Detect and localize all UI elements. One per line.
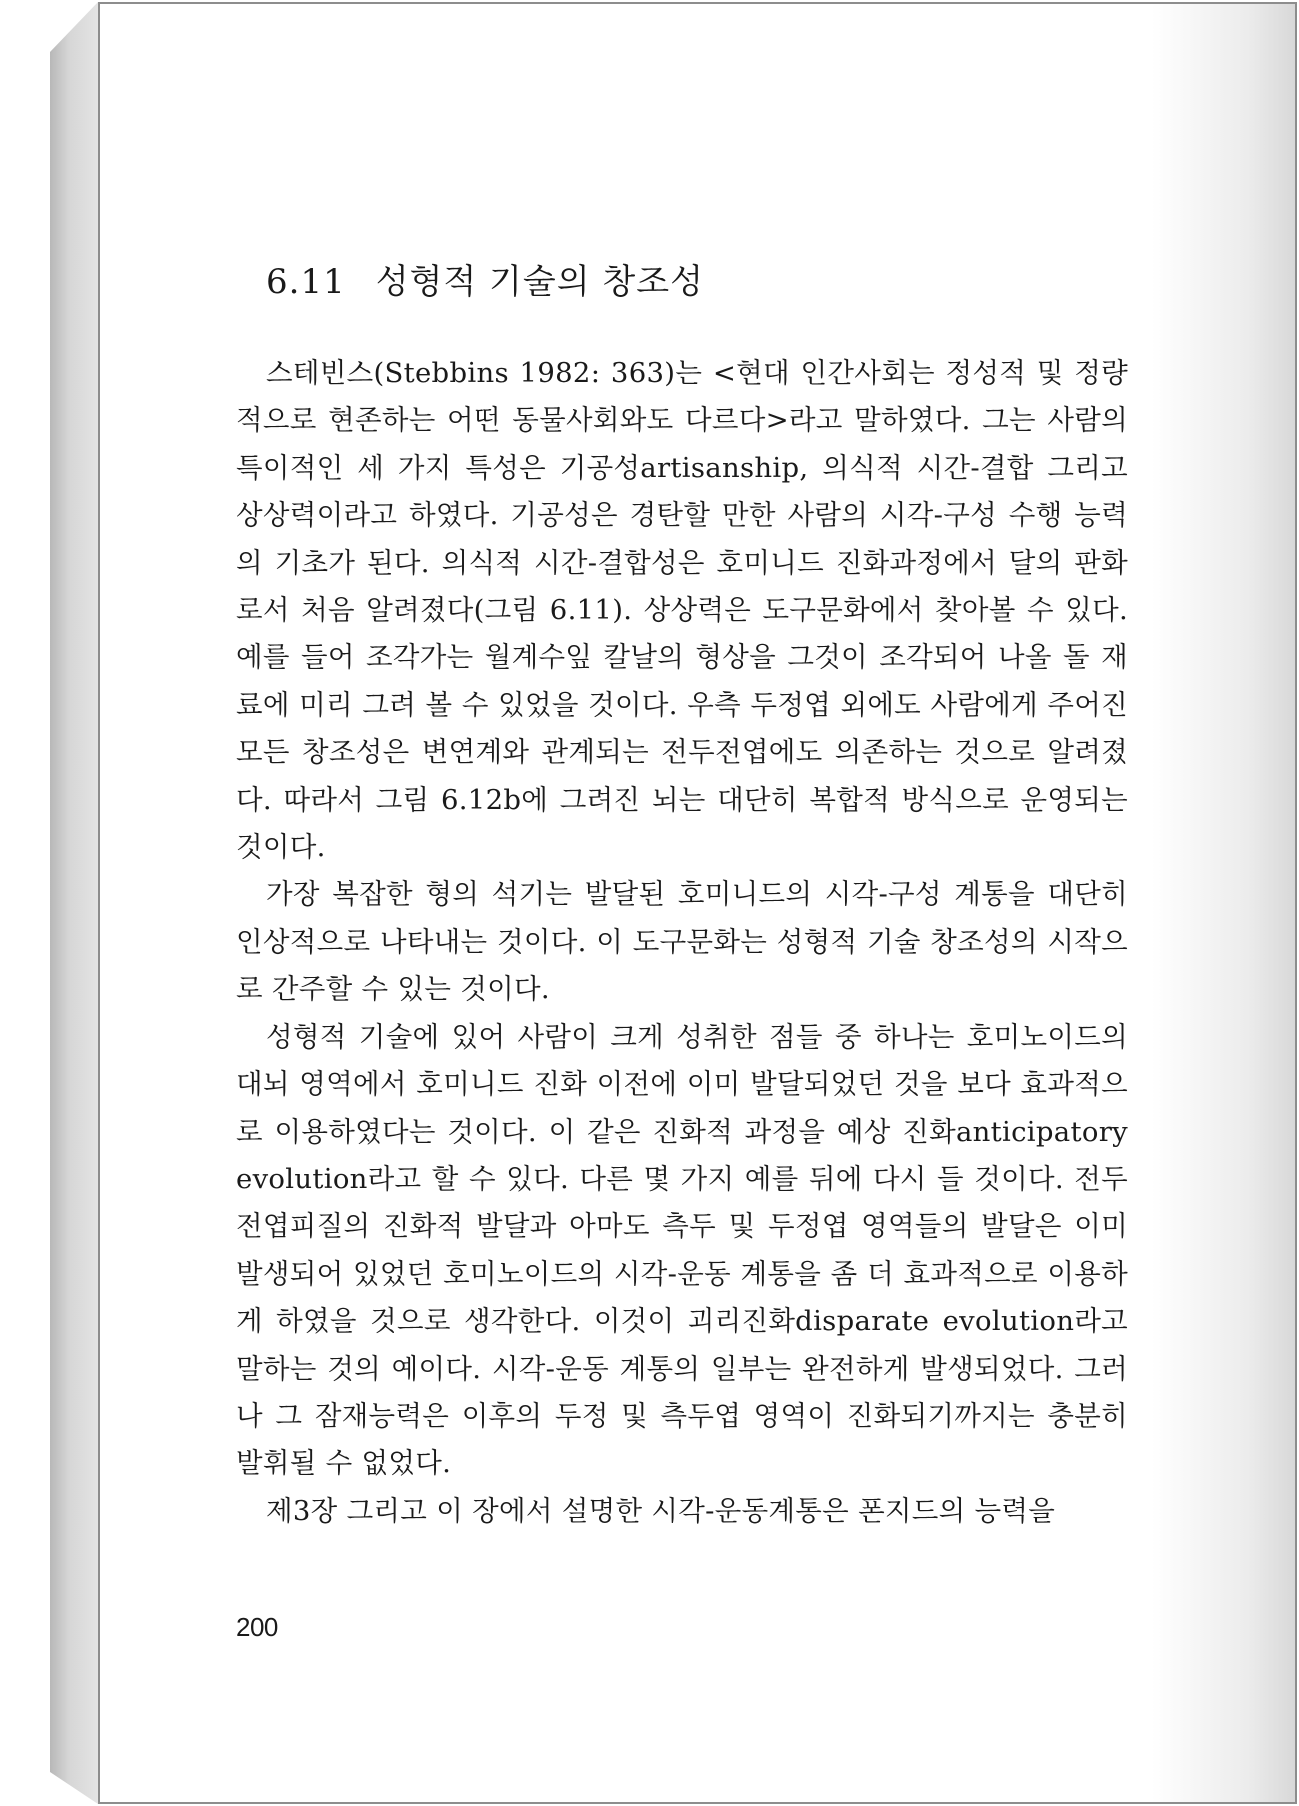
paragraph: 제3장 그리고 이 장에서 설명한 시각-운동계통은 폰지드의 능력을 (266, 1494, 1056, 1527)
page-number: 200 (236, 1612, 278, 1642)
section-heading (266, 254, 704, 303)
paragraph: 성형적 기술에 있어 사람이 크게 성취한 점들 중 하나는 호미노이드의 대뇌 영역에서 호미니드 진화 이전에 이미 발달되었던 것을 보다 효과적으로 이용하였다는 것이다. 이 같은 진화적 과정을 예상 진화anticipatory evolution라고 할 수 있다. 다른 몇 가지 예를 뒤에 다시 들 것이다. 전두전엽피질의 진화적 발달과 아마도 측두 및 두정엽 영역들의 발달은 이미 발생되어 있었던 호미노이드의 시각-운동 계통을 좀 더 효과적으로 이용하게 하였을 것으로 생각한다. 이것이 괴리진화disparate evolution라고 말하는 것의 예이다. 시각-운동 계통의 일부는 완전하게 발생되었다. 그러나 그 잠재능력은 이후의 두정 및 측두엽 영역이 진화되기까지는 충분히 발휘될 수 없었다. (236, 1020, 1128, 1480)
section-title: 성형적 기술의 창조성 (375, 262, 704, 302)
paragraph: 스테빈스(Stebbins 1982: 363)는 <현대 인간사회는 정성적 및 정량적으로 현존하는 어떤 동물사회와도 다르다>라고 말하였다. 그는 사람의 특이적인 세 가지 특성은 기공성artisanship, 의식적 시간-결합 그리고 상상력이라고 하였다. 기공성은 경탄할 만한 사람의 시각-구성 수행 능력의 기초가 된다. 의식적 시간-결합성은 호미니드 진화과정에서 달의 판화로서 처음 알려졌다(그림 6.11). 상상력은 도구문화에서 찾아볼 수 있다. 예를 들어 조각가는 월계수잎 칼날의 형상을 그것이 조각되어 나올 돌 재료에 미리 그려 볼 수 있었을 것이다. 우측 두정엽 외에도 사람에게 주어진 모든 창조성은 변연계와 관계되는 전두전엽에도 의존하는 것으로 알려졌다. 따라서 그림 6.12b에 그려진 뇌는 대단히 복합적 방식으로 운영되는 것이다. (236, 357, 1128, 864)
book-spine-edge (50, 2, 98, 1804)
paragraph: 가장 복잡한 형의 석기는 발달된 호미니드의 시각-구성 계통을 대단히 인상적으로 나타내는 것이다. 이 도구문화는 성형적 기술 창조성의 시작으로 간주할 수 있는 것이다. (236, 878, 1128, 1006)
body-text (236, 350, 1128, 1535)
section-number: 6.11 (266, 262, 346, 302)
